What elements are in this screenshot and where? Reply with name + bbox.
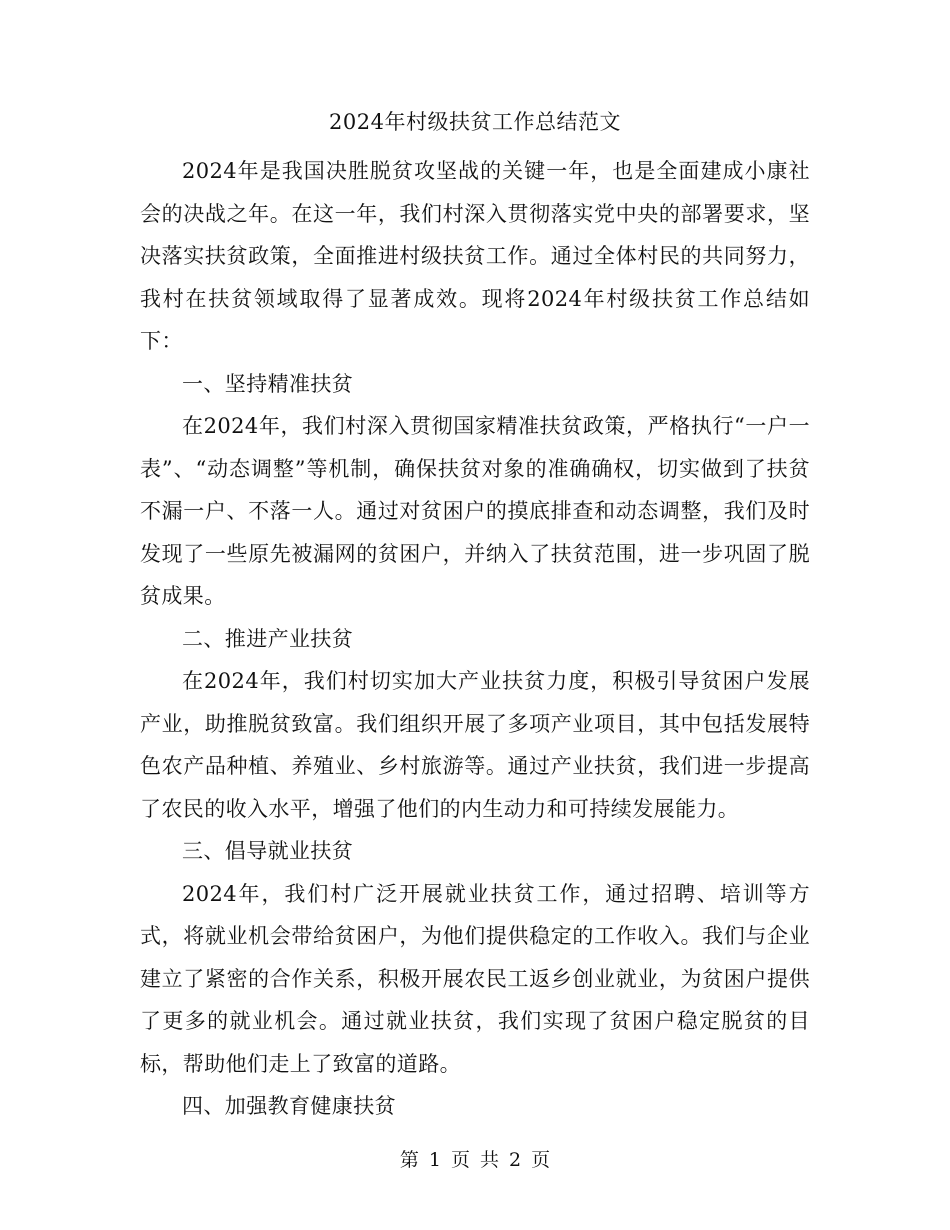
section-heading-3: 三、倡导就业扶贫: [182, 839, 354, 863]
section-heading-1: 一、坚持精准扶贫: [182, 371, 354, 396]
document-body: [140, 150, 810, 1128]
section-paragraph-3: 2024年，我们村广泛开展就业扶贫工作，通过招聘、培训等方式，将就业机会带给贫困户，为他们提供稳定的工作收入。我们与企业建立了紧密的合作关系，积极开展农民工返乡创业就业，为贫困户提供了更多的就业机会。通过就业扶贫，我们实现了贫困户稳定脱贫的目标，帮助他们走上了致富的道路。: [140, 881, 810, 1076]
section-paragraph-2: 在2024年，我们村切实加大产业扶贫力度，积极引导贫困户发展产业，助推脱贫致富。我们组织开展了多项产业项目，其中包括发展特色农产品种植、养殖业、乡村旅游等。通过产业扶贫，我们进一步提高了农民的收入水平，增强了他们的内生动力和可持续发展能力。: [140, 669, 810, 821]
section-heading-2: 二、推进产业扶贫: [182, 626, 354, 651]
page-number-footer: 第 1 页 共 2 页: [399, 1149, 551, 1171]
intro-paragraph: 2024年是我国决胜脱贫攻坚战的关键一年，也是全面建成小康社会的决战之年。在这一年，我们村深入贯彻落实党中央的部署要求，坚决落实扶贫政策，全面推进村级扶贫工作。通过全体村民的共同努力，我村在扶贫领域取得了显著成效。现将2024年村级扶贫工作总结如下：: [140, 159, 810, 353]
document-title: 2024年村级扶贫工作总结范文: [329, 110, 621, 134]
section-heading-4: 四、加强教育健康扶贫: [182, 1094, 396, 1118]
section-paragraph-1: 在2024年，我们村深入贯彻国家精准扶贫政策，严格执行“一户一表”、“动态调整”等机制，确保扶贫对象的准确确权，切实做到了扶贫不漏一户、不落一人。通过对贫困户的摸底排查和动态调整，我们及时发现了一些原先被漏网的贫困户，并纳入了扶贫范围，进一步巩固了脱贫成果。: [140, 414, 810, 608]
